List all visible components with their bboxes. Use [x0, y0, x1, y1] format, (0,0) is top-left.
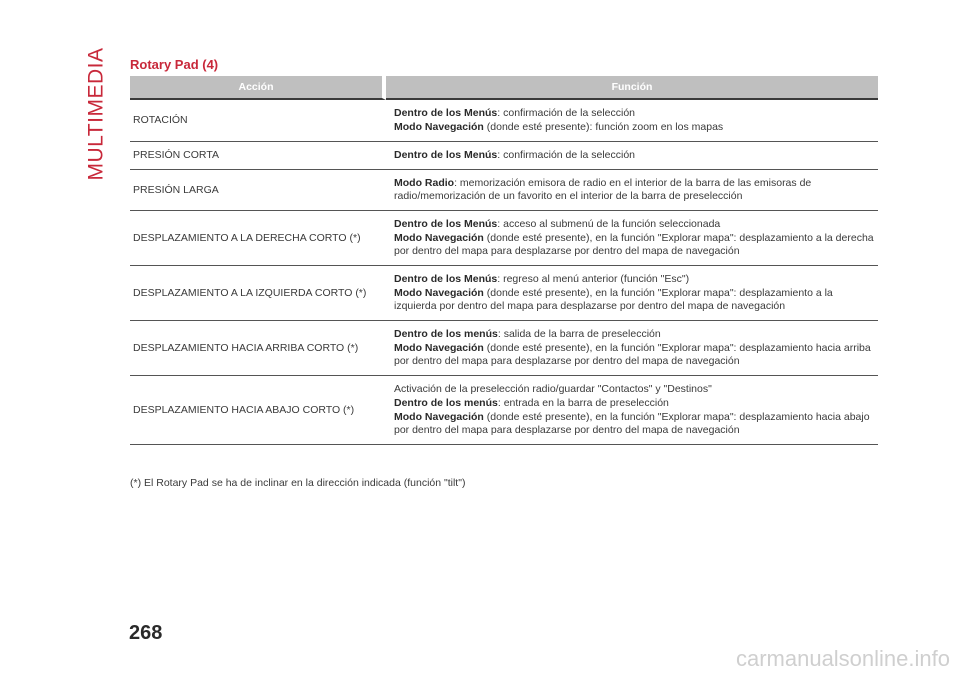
- function-line: [394, 383, 878, 396]
- action-cell: DESPLAZAMIENTO HACIA ABAJO CORTO (*): [130, 376, 386, 445]
- function-term: Modo Navegación: [394, 121, 484, 133]
- function-line: [394, 287, 878, 313]
- function-line: [394, 218, 878, 231]
- rotary-pad-table: [130, 76, 878, 445]
- function-cell: [386, 100, 878, 142]
- function-line: [394, 149, 878, 162]
- action-cell: ROTACIÓN: [130, 100, 386, 142]
- section-title: Rotary Pad (4): [130, 57, 219, 72]
- function-text: (donde esté presente): función zoom en los mapas: [483, 121, 724, 133]
- action-cell: DESPLAZAMIENTO HACIA ARRIBA CORTO (*): [130, 321, 386, 376]
- table-row: [130, 170, 878, 211]
- function-line: [394, 121, 878, 134]
- action-cell: PRESIÓN LARGA: [130, 170, 386, 211]
- function-term: Dentro de los menús: [394, 397, 498, 409]
- table-header-row: [130, 76, 878, 100]
- function-line: [394, 397, 878, 410]
- header-funcion: Función: [386, 76, 878, 100]
- action-cell: DESPLAZAMIENTO A LA DERECHA CORTO (*): [130, 211, 386, 266]
- function-text: (donde esté presente), en la función "Explorar mapa": desplazamiento a la izquierda por dentro del mapa para desplazarse por dentro del mapa de navegación: [394, 287, 833, 312]
- table-header: [130, 76, 878, 100]
- function-term: Dentro de los Menús: [394, 149, 498, 161]
- function-text: : confirmación de la selección: [497, 149, 636, 161]
- table-row: [130, 376, 878, 445]
- function-term: Dentro de los menús: [394, 328, 498, 340]
- table-row: [130, 211, 878, 266]
- function-term: Modo Navegación: [394, 342, 484, 354]
- function-cell: [386, 266, 878, 321]
- chapter-side-title: [84, 40, 108, 188]
- function-term: Dentro de los Menús: [394, 273, 498, 285]
- table-body: [130, 100, 878, 445]
- function-term: Modo Radio: [394, 177, 455, 189]
- chapter-side-title-text: MULTIMEDIA: [84, 47, 108, 181]
- action-cell: PRESIÓN CORTA: [130, 142, 386, 170]
- action-cell: DESPLAZAMIENTO A LA IZQUIERDA CORTO (*): [130, 266, 386, 321]
- function-text: (donde esté presente), en la función "Explorar mapa": desplazamiento a la derecha por dentro del mapa para desplazarse por dentro del mapa de navegación: [394, 232, 874, 257]
- function-text: : regreso al menú anterior (función "Esc"): [497, 273, 690, 285]
- watermark: carmanualsonline.info: [735, 646, 950, 671]
- function-text: : acceso al submenú de la función seleccionada: [497, 218, 721, 230]
- function-text: (donde esté presente), en la función "Explorar mapa": desplazamiento hacia abajo por dentro del mapa para desplazarse por dentro del mapa de navegación: [394, 411, 870, 436]
- function-line: [394, 107, 878, 120]
- function-text: : entrada en la barra de preselección: [497, 397, 669, 409]
- function-line: [394, 232, 878, 258]
- function-line: [394, 411, 878, 437]
- function-text: (donde esté presente), en la función "Explorar mapa": desplazamiento hacia arriba por dentro del mapa para desplazarse por dentro del mapa de navegación: [394, 342, 871, 367]
- table-row: [130, 266, 878, 321]
- function-line: [394, 273, 878, 286]
- function-cell: [386, 211, 878, 266]
- function-line: [394, 328, 878, 341]
- table-footnote: (*) El Rotary Pad se ha de inclinar en la dirección indicada (función "tilt"): [130, 477, 466, 489]
- function-text: : memorización emisora de radio en el interior de la barra de las emisoras de radio/memorización de un favorito en el interior de la barra de preselección: [394, 177, 812, 202]
- function-term: Modo Navegación: [394, 287, 484, 299]
- function-term: Dentro de los Menús: [394, 107, 498, 119]
- function-line: [394, 177, 878, 203]
- function-term: Modo Navegación: [394, 411, 484, 423]
- function-cell: [386, 376, 878, 445]
- function-term: Dentro de los Menús: [394, 218, 498, 230]
- table-row: [130, 321, 878, 376]
- function-text: : confirmación de la selección: [497, 107, 636, 119]
- function-text: Activación de la preselección radio/guardar "Contactos" y "Destinos": [394, 383, 712, 395]
- function-term: Modo Navegación: [394, 232, 484, 244]
- table-row: [130, 100, 878, 142]
- page-number: 268: [129, 622, 163, 644]
- function-text: : salida de la barra de preselección: [497, 328, 661, 340]
- header-accion: Acción: [130, 76, 386, 100]
- function-cell: [386, 321, 878, 376]
- function-cell: [386, 142, 878, 170]
- function-line: [394, 342, 878, 368]
- function-cell: [386, 170, 878, 211]
- table-row: [130, 142, 878, 170]
